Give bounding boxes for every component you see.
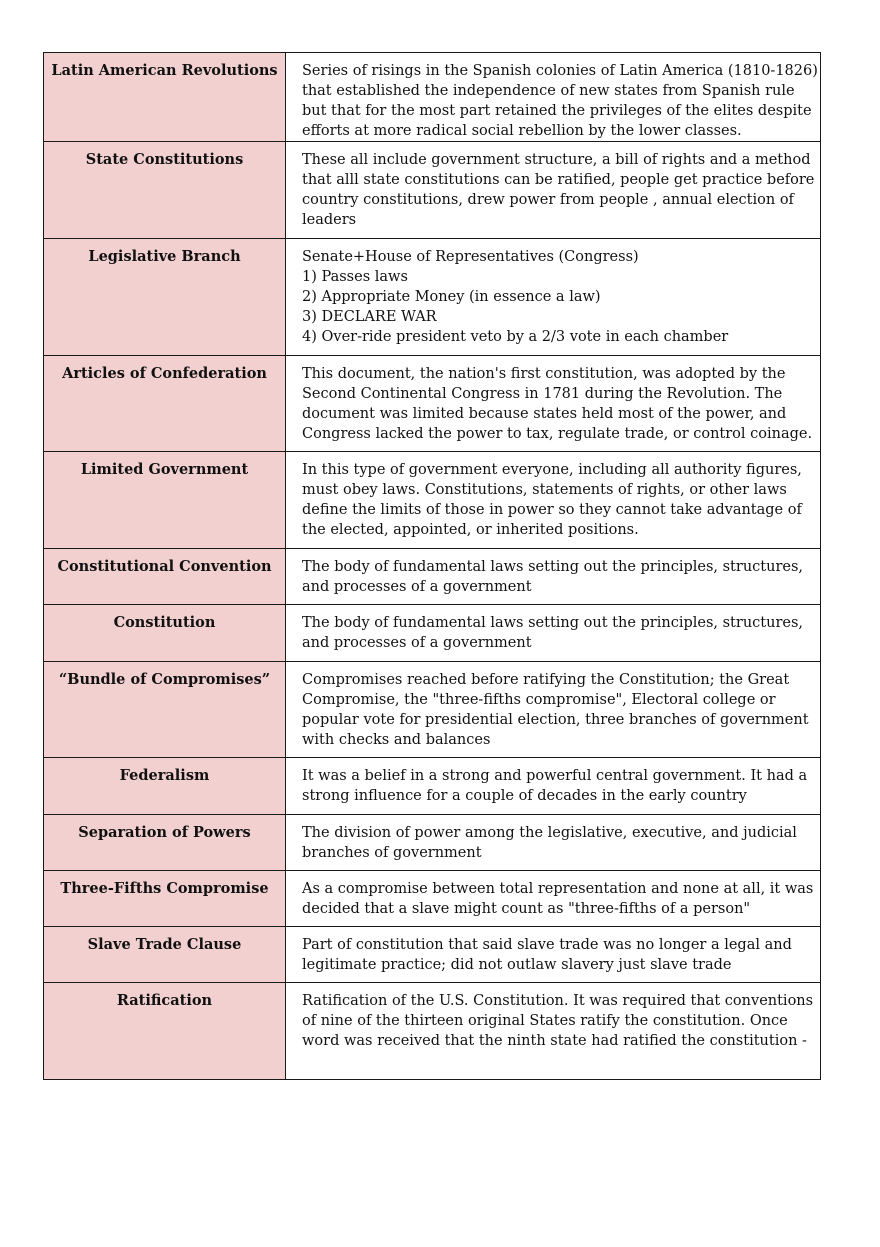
term-text: Articles of Confederation: [62, 365, 267, 382]
definition-cell: [286, 983, 821, 1080]
term-text: Constitution: [113, 614, 216, 631]
term-cell: [44, 758, 286, 815]
definition-text: As a compromise between total representation and none at all, it was decided that a slave might count as "three-fifths of a person": [302, 881, 814, 917]
term-text: Separation of Powers: [78, 824, 251, 841]
definition-cell: [286, 758, 821, 815]
table-row: [44, 239, 821, 356]
definition-cell: [286, 53, 821, 142]
term-text: Federalism: [119, 767, 210, 784]
definition-cell: [286, 815, 821, 871]
term-cell: [44, 239, 286, 356]
term-cell: [44, 871, 286, 927]
term-cell: [44, 53, 286, 142]
term-cell: [44, 927, 286, 983]
definition-cell: [286, 927, 821, 983]
term-text: State Constitutions: [85, 151, 244, 168]
definition-text: Ratification of the U.S. Constitution. It was required that conventions of nine of the thirteen original States ratify the constitution. Once word was received that the ninth state had ratified the constitution -: [302, 993, 814, 1049]
term-text: Ratification: [116, 992, 213, 1009]
definition-text: These all include government structure, a bill of rights and a method that alll state constitutions can be ratified, people get practice before country constitutions, drew power from people , annual election of leaders: [302, 152, 815, 228]
table-row: [44, 927, 821, 983]
term-cell: [44, 549, 286, 605]
definition-text: It was a belief in a strong and powerful central government. It had a strong influence for a couple of decades in the early country: [302, 768, 808, 804]
definition-cell: [286, 142, 821, 239]
definition-text: In this type of government everyone, including all authority figures, must obey laws. Constitutions, statements of rights, or other laws define the limits of those in power so they cannot take advantage of the elected, appointed, or inherited positions.: [302, 462, 802, 538]
definition-cell: [286, 662, 821, 758]
definition-text: This document, the nation's first constitution, was adopted by the Second Continental Congress in 1781 during the Revolution. The document was limited because states held most of the power, and Congress lacked the power to tax, regulate trade, or control coinage.: [302, 366, 813, 442]
table-row: [44, 983, 821, 1080]
table-row: [44, 815, 821, 871]
table-row: [44, 662, 821, 758]
table-row: [44, 142, 821, 239]
definition-cell: [286, 239, 821, 356]
table-row: [44, 452, 821, 549]
definition-cell: [286, 356, 821, 452]
term-text: Latin American Revolutions: [51, 62, 278, 79]
table-row: [44, 53, 821, 142]
definition-text: Series of risings in the Spanish colonies of Latin America (1810-1826) that established the independence of new states from Spanish rule but that for the most part retained the privileges of the elites despite efforts at more radical social rebellion by the lower classes.: [302, 63, 818, 139]
term-text: Legislative Branch: [88, 248, 241, 265]
definition-cell: [286, 549, 821, 605]
definition-cell: [286, 452, 821, 549]
definition-text: The body of fundamental laws setting out the principles, structures, and processes of a government: [302, 559, 804, 595]
term-cell: [44, 452, 286, 549]
term-cell: [44, 356, 286, 452]
term-text: Constitutional Convention: [57, 558, 272, 575]
term-cell: [44, 815, 286, 871]
term-cell: [44, 605, 286, 662]
table-row: [44, 871, 821, 927]
table-row: [44, 605, 821, 662]
vocabulary-table: [43, 52, 821, 1080]
term-text: Slave Trade Clause: [87, 936, 242, 953]
definition-cell: [286, 871, 821, 927]
definition-text: The body of fundamental laws setting out the principles, structures, and processes of a government: [302, 615, 804, 651]
definition-text: Part of constitution that said slave trade was no longer a legal and legitimate practice; did not outlaw slavery just slave trade: [302, 937, 792, 973]
term-cell: [44, 662, 286, 758]
definition-text: Senate+House of Representatives (Congress) 1) Passes laws 2) Appropriate Money (in essence a law) 3) DECLARE WAR 4) Over-ride president veto by a 2/3 vote in each chamber: [302, 249, 729, 345]
definition-cell: [286, 605, 821, 662]
table-row: [44, 549, 821, 605]
term-text: “Bundle of Compromises”: [58, 671, 271, 688]
term-cell: [44, 983, 286, 1080]
term-text: Three-Fifths Compromise: [60, 880, 269, 897]
definition-text: The division of power among the legislative, executive, and judicial branches of government: [302, 825, 797, 861]
term-text: Limited Government: [80, 461, 249, 478]
table-row: [44, 356, 821, 452]
term-cell: [44, 142, 286, 239]
definition-text: Compromises reached before ratifying the Constitution; the Great Compromise, the "three-fifths compromise", Electoral college or popular vote for presidential election, three branches of government with checks and balances: [302, 672, 809, 748]
table-row: [44, 758, 821, 815]
